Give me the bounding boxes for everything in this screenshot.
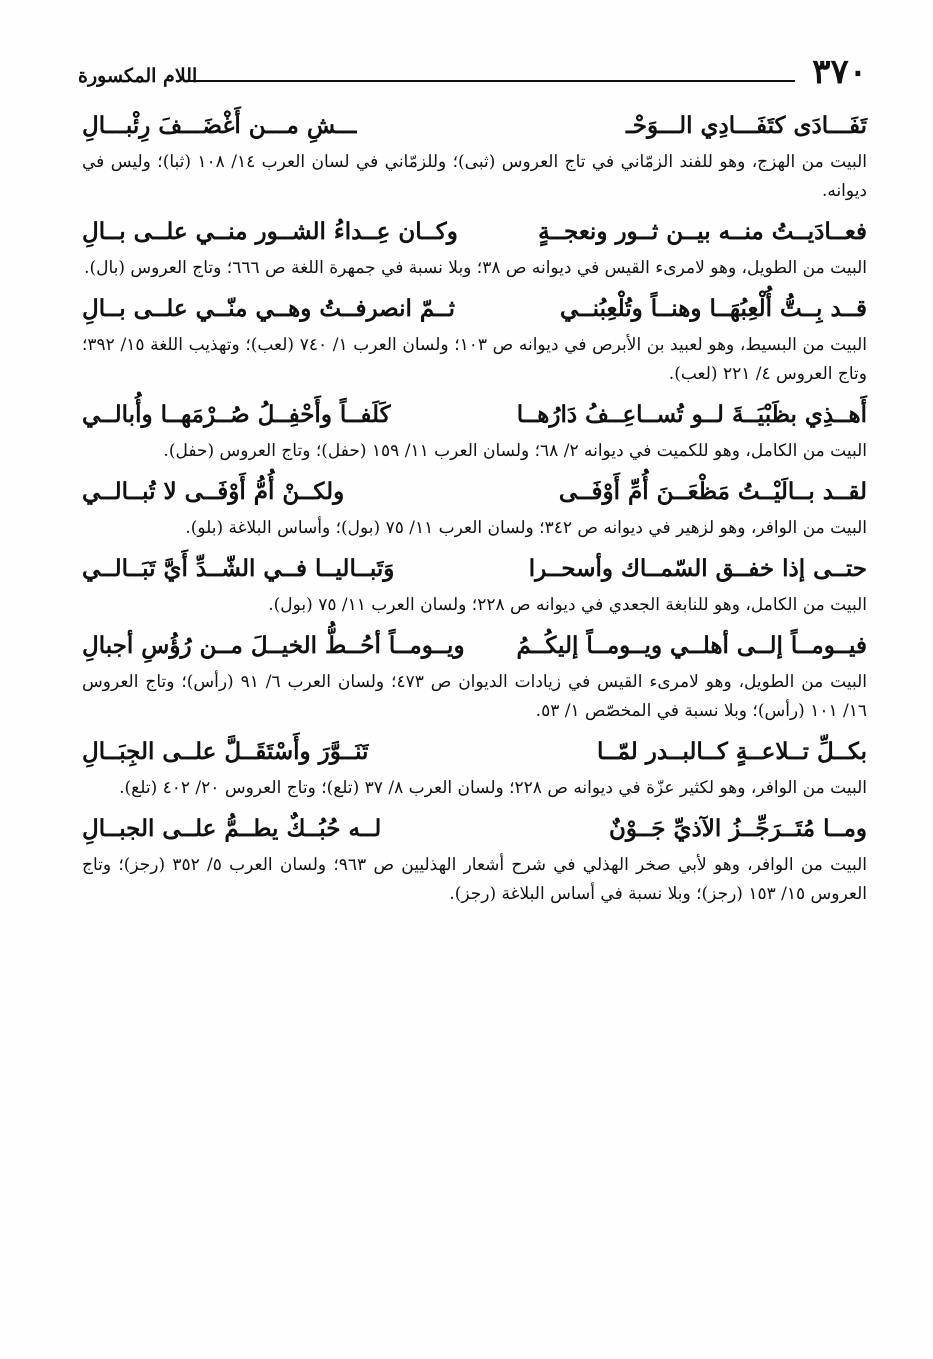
verse-footnote: البيت من الهزج، وهو للفند الزمّاني في تاج العروس (ثبى)؛ وللزمّاني في لسان العرب ١٤/ ١٠٨ (ثبا)؛ وليس في ديوانه.: [82, 152, 867, 201]
verse-entry: [82, 547, 867, 620]
verse-entry: [82, 807, 867, 909]
verse-footnote: البيت من الوافر، وهو لزهير في ديوانه ص ٣٤٢؛ ولسان العرب ١١/ ٧٥ (بول)؛ وأساس البلاغة (بلو).: [185, 518, 867, 538]
first-hemistich: فيــومــاً إلــى أهلــي ويــومــاً إليكُــمُ: [516, 632, 867, 659]
verse-entry: [82, 393, 867, 466]
verse-line: [82, 210, 867, 254]
verse-line: [82, 624, 867, 668]
verse-line: [82, 547, 867, 591]
header-rule: [188, 80, 795, 82]
second-hemistich: وكــان عِــداءُ الشــور منــي علــى بــالِ: [82, 218, 458, 245]
second-hemistich: لــه حُبُــكٌ يطــمُّ علــى الجبــالِ: [82, 815, 382, 842]
verse-footnote: البيت من الوافر، وهو لأبي صخر الهذلي في شرح أشعار الهذليين ص ٩٦٣؛ ولسان العرب ٥/ ٣٥٢ (رجز)؛ وتاج العروس ١٥/ ١٥٣ (رجز)؛ وبلا نسبة في أساس البلاغة (رجز).: [82, 855, 867, 904]
first-hemistich: بكــلِّ تــلاعــةٍ كــالبــدر لمّــا: [597, 738, 867, 765]
second-hemistich: تَنَــوَّرَ وأَسْتَقَــلَّ علــى الجِبَــالِ: [82, 738, 369, 765]
page-number: ٣٧٠: [812, 52, 867, 92]
first-hemistich: قــد بِــتُّ أُلْعِبُهَــا وهنــاً وتُلْعِبُنــي: [560, 295, 867, 322]
second-hemistich: وَتَبــاليــا فــي الشّــدِّ أَيَّ تَبَــالــي: [82, 555, 395, 582]
first-hemistich: أَهــذِي بظَبْيَــةَ لــو تُســاعِــفُ دَارُهــا: [516, 401, 867, 428]
verse-line: [82, 730, 867, 774]
verse-entry: [82, 104, 867, 206]
verse-entry: [82, 730, 867, 803]
verse-footnote: البيت من الكامل، وهو للكميت في ديوانه ٢/ ٦٨؛ ولسان العرب ١١/ ١٥٩ (حفل)؛ وتاج العروس (حفل).: [163, 441, 867, 461]
verse-line: [82, 104, 867, 148]
verse-line: [82, 470, 867, 514]
second-hemistich: ولكــنْ أُمُّ أَوْفَــى لا تُبــالــي: [82, 478, 345, 505]
first-hemistich: ومــا مُتَــرَجِّــزُ الآذيِّ جَــوْنٌ: [609, 815, 867, 842]
second-hemistich: ويــومــاً أحُــطُّ الخيــلَ مــن رُؤُسِ أجبالِ: [82, 632, 465, 659]
verse-entry: [82, 287, 867, 389]
second-hemistich: ثــمّ انصرفــتُ وهــي منّــي علــى بــالِ: [82, 295, 456, 322]
second-hemistich: ـــشِ مـــن أَغْضَـــفَ رِئْبـــالِ: [82, 112, 357, 139]
first-hemistich: تَفَـــادَى كتَفَـــادِي الـــوَحْـ: [626, 112, 867, 139]
verse-footnote: البيت من الطويل، وهو لامرىء القيس في ديوانه ص ٣٨؛ وبلا نسبة في جمهرة اللغة ص ٦٦٦؛ وتاج العروس (بال).: [84, 258, 867, 278]
second-hemistich: كَلَفــاً وأَحْفِــلُ صُــرْمَهــا وأُبالــي: [82, 401, 391, 428]
page-header: [78, 52, 867, 94]
verse-footnote: البيت من الوافر، وهو لكثير عزّة في ديوانه ص ٢٢٨؛ ولسان العرب ٨/ ٣٧ (تلع)؛ وتاج العروس ٢٠/ ٤٠٢ (تلع).: [119, 778, 867, 798]
verse-entry: [82, 624, 867, 726]
first-hemistich: لقــد بــالَيْــتُ مَظْعَــنَ أُمِّ أَوْفَــى: [558, 478, 867, 505]
verse-entry: [82, 470, 867, 543]
first-hemistich: حتــى إذا خفــق السّمــاك وأسحــرا: [528, 555, 867, 582]
verse-line: [82, 807, 867, 851]
verse-entries: [82, 104, 867, 913]
verse-line: [82, 393, 867, 437]
verse-line: [82, 287, 867, 331]
verse-entry: [82, 210, 867, 283]
verse-footnote: البيت من الكامل، وهو للنابغة الجعدي في ديوانه ص ٢٢٨؛ ولسان العرب ١١/ ٧٥ (بول).: [268, 595, 867, 615]
verse-footnote: البيت من الطويل، وهو لامرىء القيس في زيادات الديوان ص ٤٧٣؛ ولسان العرب ٦/ ٩١ (رأس)؛ وتاج العروس ١٦/ ١٠١ (رأس)؛ وبلا نسبة في المخصّص ١/ ٥٣.: [82, 672, 867, 721]
verse-footnote: البيت من البسيط، وهو لعبيد بن الأبرص في ديوانه ص ١٠٣؛ ولسان العرب ١/ ٧٤٠ (لعب)؛ وتهذيب اللغة ١٥/ ٣٩٢؛ وتاج العروس ٤/ ٢٢١ (لعب).: [82, 335, 868, 384]
running-title: اللام المكسورة: [78, 65, 198, 87]
first-hemistich: فعــادَيــتُ منــه بيــن ثــور ونعجــةٍ: [538, 218, 867, 245]
